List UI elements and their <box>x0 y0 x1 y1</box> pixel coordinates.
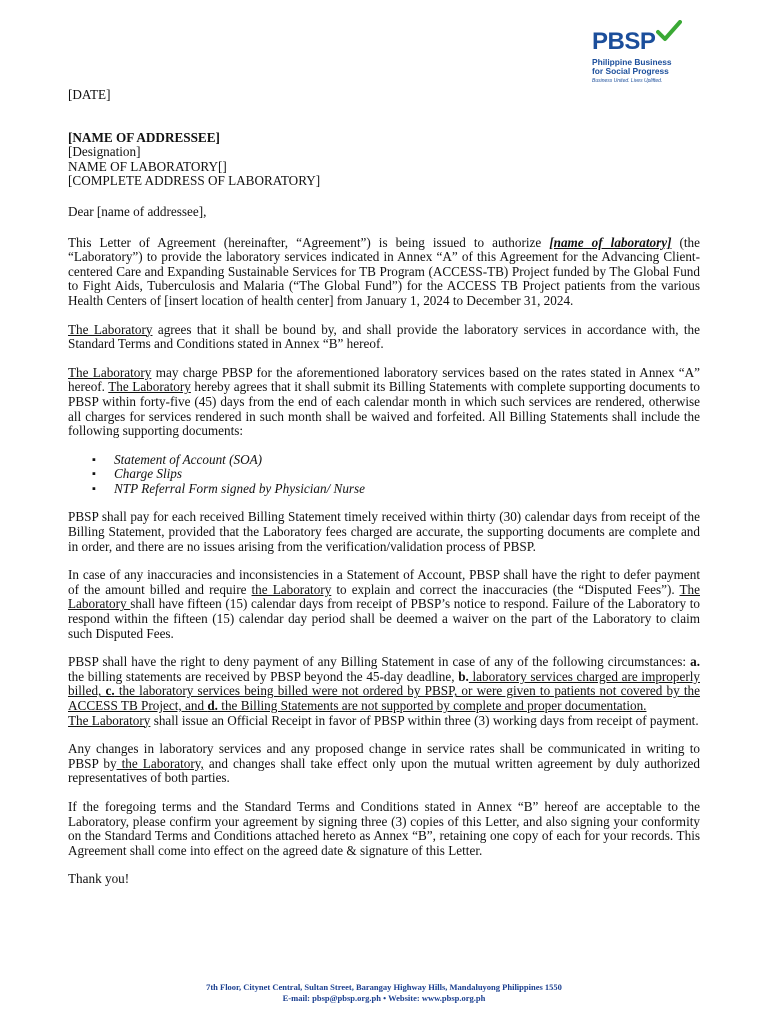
p6-item-d-label: d. <box>207 698 218 713</box>
supporting-documents-list <box>68 453 700 497</box>
p3-laboratory-2: The Laboratory <box>108 379 191 395</box>
p2-text: agrees that it shall be bound by, and shall provide the laboratory services in accordance with, the Standard Terms and Conditions stated in Annex “B” hereof. <box>68 321 700 352</box>
p1-text-a: This Letter of Agreement (hereinafter, “Agreement”) is being issued to authorize <box>68 234 550 250</box>
closing: Thank you! <box>68 871 130 887</box>
p3-text-a: may charge PBSP for the aforementioned laboratory services based on the rates stated in Annex “A” hereof. <box>68 364 701 395</box>
addressee-name: [NAME OF ADDRESSEE] <box>68 129 220 145</box>
paragraph-conformity: If the foregoing terms and the Standard Terms and Conditions stated in Annex “B” hereof are acceptable to the Laboratory, please confirm your agreement by signing three (3) copies of this Letter, and also signing your conformity on the Standard Terms and Conditions attached hereto as Annex “B”, retaining one copy of each for your records. This Agreement shall come into effect on the agreed date & signature of this Letter. <box>68 798 700 858</box>
paragraph-denial <box>68 655 700 713</box>
logo-line1: Philippine Business <box>592 57 672 67</box>
laboratory-name: NAME OF LABORATORY[] <box>68 158 227 174</box>
laboratory-address: [COMPLETE ADDRESS OF LABORATORY] <box>68 173 321 189</box>
check-mark-icon <box>656 20 682 42</box>
addressee-designation: [Designation] <box>68 144 141 160</box>
paragraph-bound <box>68 323 700 352</box>
p2-laboratory: The Laboratory <box>68 321 153 337</box>
list-item: ▪ Statement of Account (SOA) <box>114 453 700 468</box>
p6-item-a-label: a. <box>690 654 700 670</box>
p3-text-b: hereby agrees that it shall submit its Billing Statements with complete supporting documents to PBSP within forty-five (45) days from the end of each calendar month in which such services are rendered, otherwise all charges for services rendered in such month shall be waived and forfeited. All Billing Statements shall include the following supporting documents: <box>68 379 700 439</box>
p7-text: shall issue an Official Receipt in favor of PBSP within three (3) working days from receipt of payment. <box>150 712 699 728</box>
p1-text-b: (the “Laboratory”) to provide the laboratory services indicated in Annex “A” of this Agreement for the Advancing Client-centered Care and Expanding Sustainable Services for TB Program (ACCESS-TB) Project funded by The Global Fund to Fight Aids, Tuberculosis and Malaria (“The Global Fund”) for the ACCESS TB Project patients from the various Health Centers of [insert location of health center] from January 1, 2024 to December 31, 2024. <box>68 234 700 308</box>
p5-text-b: to explain and correct the inaccuracies (the “Disputed Fees”). <box>331 581 680 597</box>
p3-laboratory: The Laboratory <box>68 364 152 380</box>
list-item: ▪ NTP Referral Form signed by Physician/ Nurse <box>114 482 700 497</box>
p6-item-b: laboratory services charged are improperly billed, <box>68 668 700 699</box>
p6-item-c: the laboratory services being billed were not ordered by PBSP, or were given to patients not covered by the ACCESS TB Project, and <box>68 683 700 713</box>
list-item: ▪ Charge Slips <box>114 467 700 482</box>
p5-laboratory-2: The Laboratory <box>68 581 700 612</box>
logo-line2: for Social Progress <box>592 66 669 76</box>
p6-item-c-label: c. <box>105 683 115 699</box>
logo-tagline: Business United. Lives Uplifted. <box>592 78 663 84</box>
logo-wordmark: PBSP <box>592 28 656 55</box>
letter-body <box>68 88 700 887</box>
p5-laboratory: the Laboratory <box>251 581 332 597</box>
paragraph-changes <box>68 742 700 786</box>
footer-address: 7th Floor, Citynet Central, Sultan Street, Barangay Highway Hills, Mandaluyong Philippines 1550 <box>206 982 562 992</box>
paragraph-official-receipt <box>68 714 700 729</box>
p8-text-a: Any changes in laboratory services and any proposed change in service rates shall be communicated in writing to PBSP by <box>68 741 700 771</box>
footer-contact: E-mail: pbsp@pbsp.org.ph • Website: www.pbsp.org.ph <box>282 993 486 1003</box>
p8-laboratory: the Laboratory, <box>116 755 204 771</box>
salutation: Dear [name of addressee], <box>68 203 207 219</box>
paragraph-payment: PBSP shall pay for each received Billing Statement timely received within thirty (30) calendar days from receipt of the Billing Statement, provided that the Laboratory fees charged are accurate, the supporting documents are complete and in order, and there are no issues arising from the verification/validation process of PBSP. <box>68 509 700 554</box>
logo-subtitle <box>592 58 672 76</box>
p5-text-a: In case of any inaccuracies and inconsistencies in a Statement of Account, PBSP shall have the right to defer payment of the amount billed and require <box>68 567 700 597</box>
p5-text-c: shall have fifteen (15) calendar days from receipt of PBSP’s notice to respond. Failure of the Laboratory to respond within the fifteen (15) calendar day period shall be deemed a waiver on the part of the Laboratory to claim such Disputed Fees. <box>68 596 700 641</box>
p7-laboratory: The Laboratory <box>68 712 151 728</box>
paragraph-billing <box>68 366 700 439</box>
p6-item-a: the billing statements are received by PBSP beyond the 45-day deadline, <box>68 668 459 684</box>
paragraph-disputes <box>68 568 700 641</box>
p6-intro: PBSP shall have the right to deny payment of any Billing Statement in case of any of the following circumstances: <box>68 654 691 670</box>
pbsp-logo <box>592 20 692 86</box>
footer <box>0 982 768 1004</box>
paragraph-authorization <box>68 236 700 309</box>
p6-item-d: the Billing Statements are not supported by complete and proper documentation. <box>217 698 647 713</box>
p8-text-b: and changes shall take effect only upon the mutual written agreement by duly authorized representatives of both parties. <box>68 755 700 786</box>
date-line: [DATE] <box>68 87 111 102</box>
laboratory-placeholder: [name of laboratory] <box>549 234 672 250</box>
p6-item-b-label: b. <box>458 668 469 684</box>
